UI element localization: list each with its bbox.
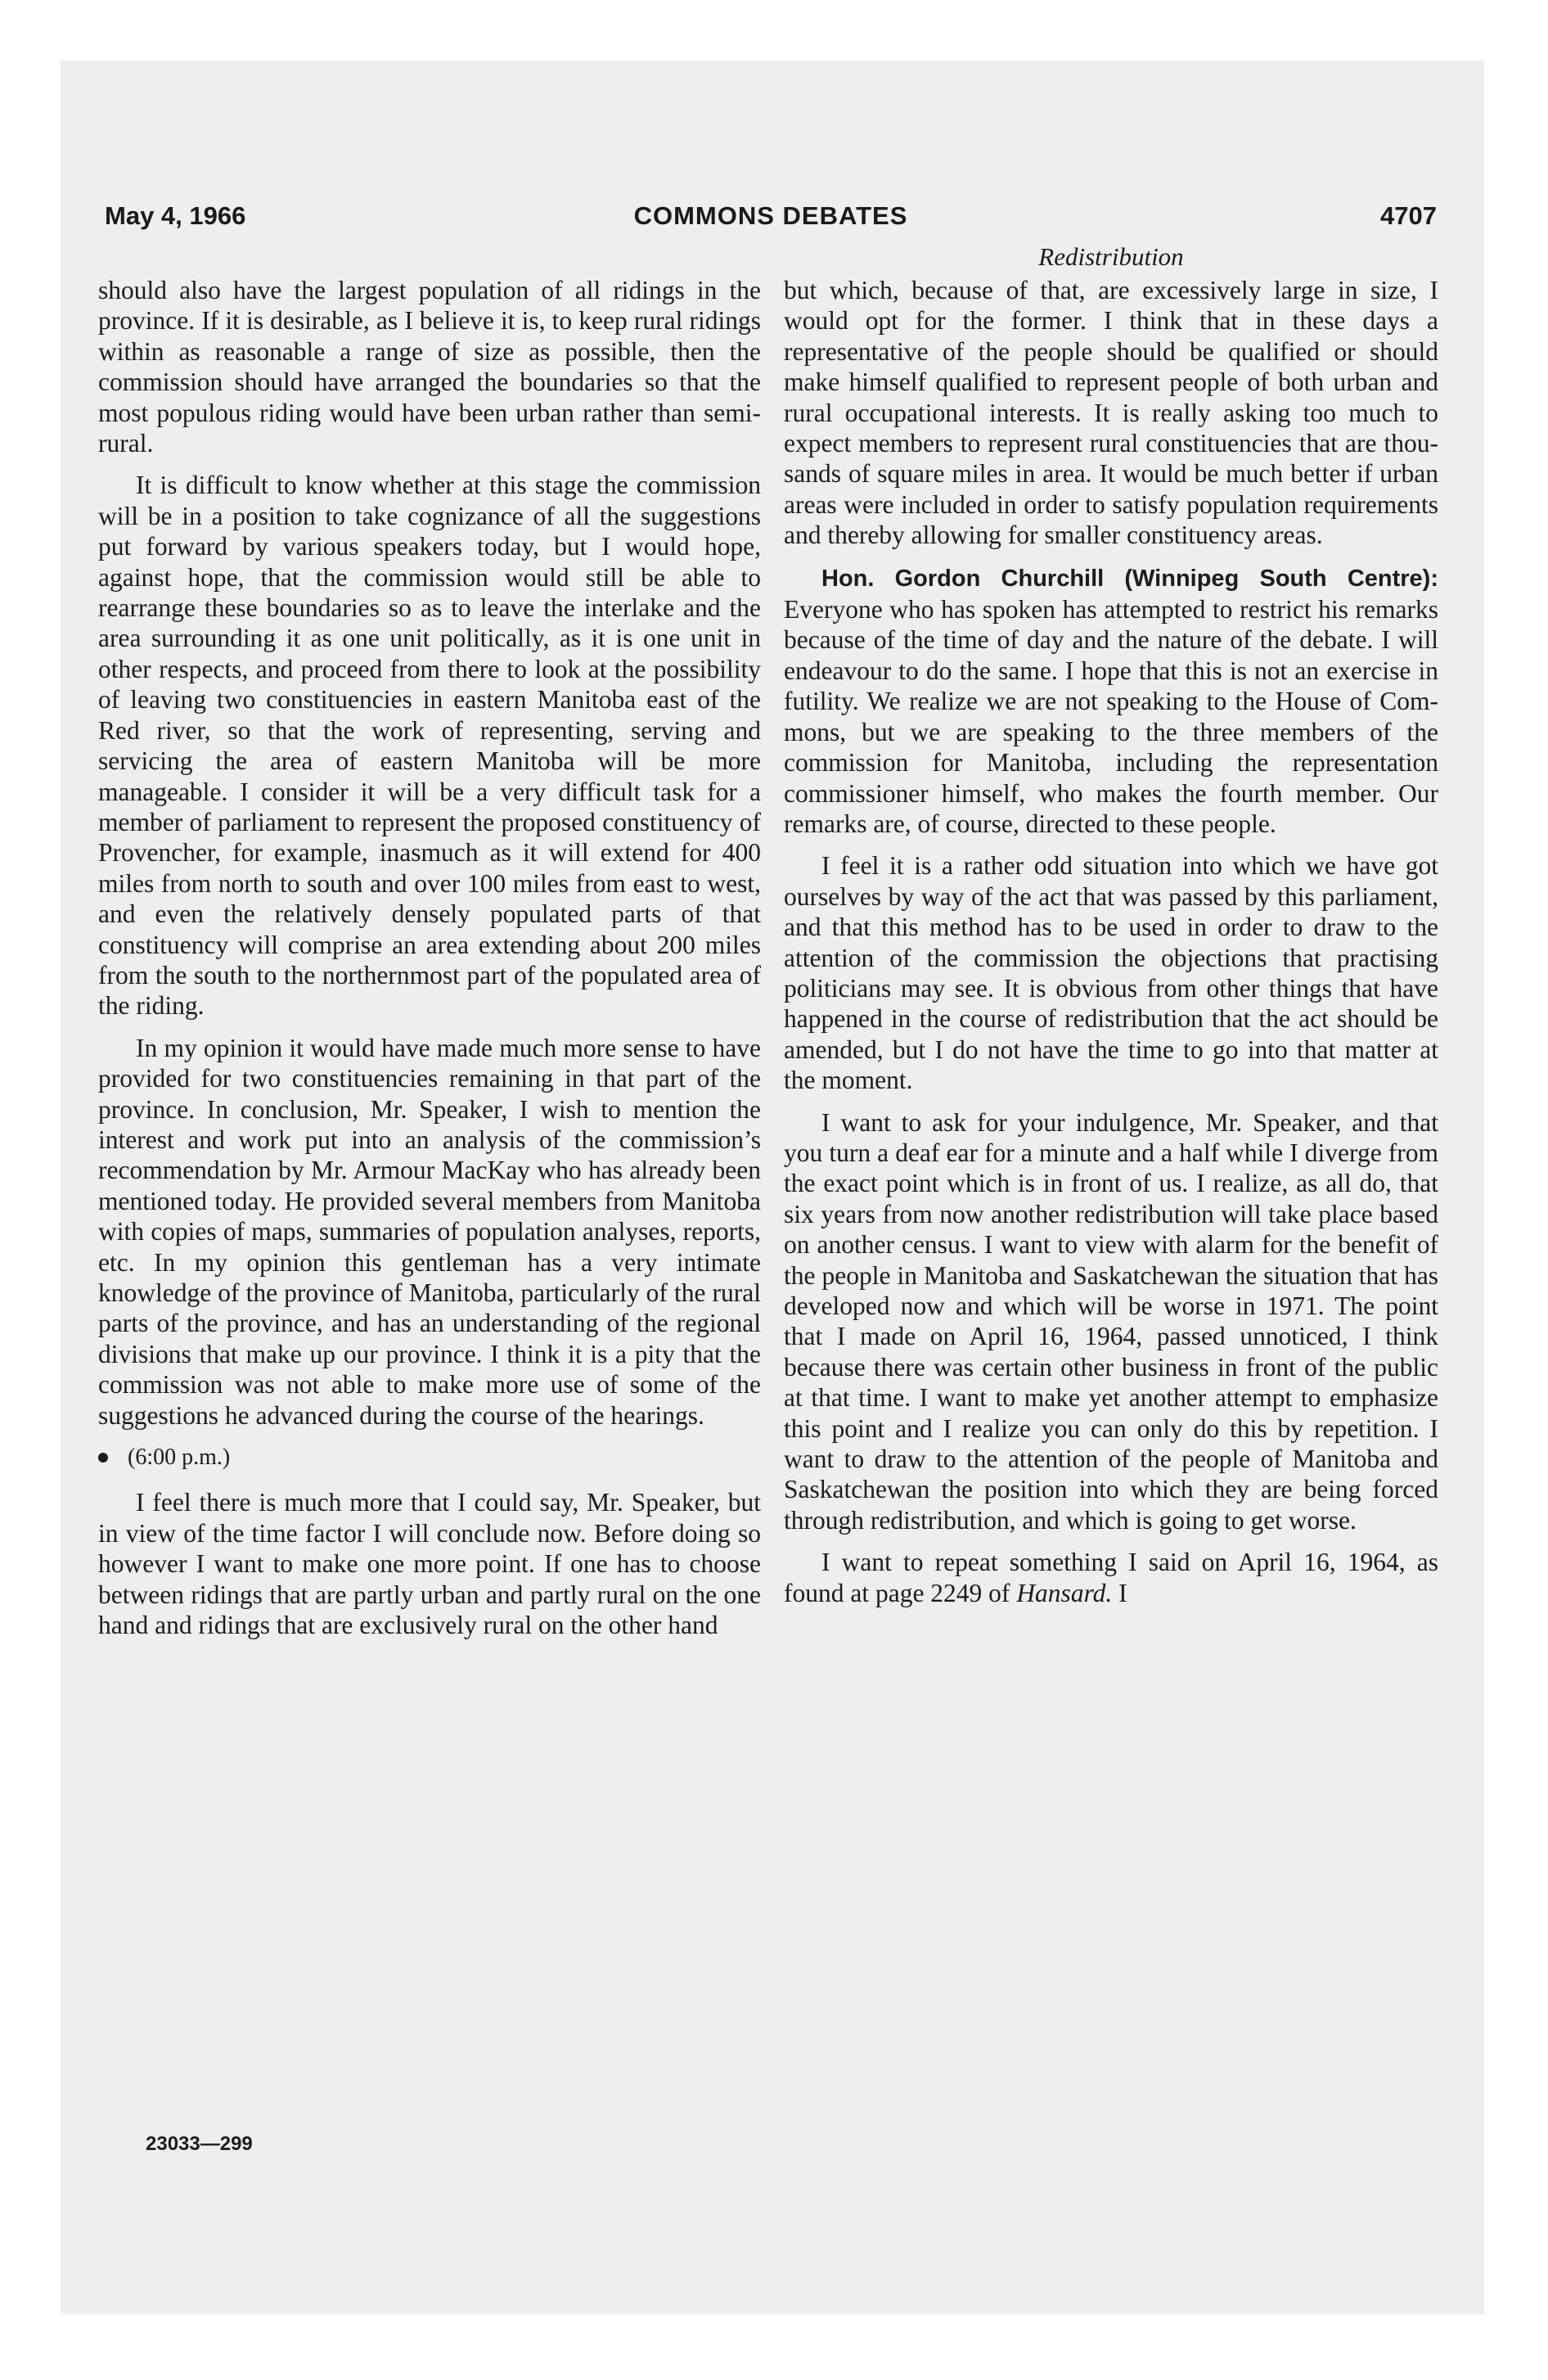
page-header bbox=[105, 201, 1437, 242]
right-paragraph-2-text: Everyone who has spoken has attempted to restrict his remarks because of the time of day and the nature of the debate. I will endeavour to do the same. I hope that this is not an exercise in futility. We realize we are not speaking to the House of Commons, but we are speaking to the three members of the commission for Manitoba, including the representation commissioner himself, who makes the fourth member. Our remarks are, of course, directed to these people. bbox=[784, 595, 1438, 838]
left-paragraph-2: It is difficult to know whether at this stage the commission will be in a position to take cognizance of all the suggestions put forward by various speakers today, but I would hope, against hope, that the commission would still be able to rearrange these boundaries so as to leave the interlake and the area surrounding it as one unit politically, as it is one unit in other respects, and proceed from there to look at the possibility of leaving two constituencies in eastern Manitoba east of the Red river, so that the work of representing, serving and servicing the area of eastern Manitoba will be more manageable. I consider it will be a very difficult task for a member of parliament to represent the proposed constituency of Provencher, for example, inasmuch as it will extend for 400 miles from north to south and over 100 miles from east to west, and even the relatively densely populated parts of that constituency will comprise an area extending about 200 miles from the south to the northernmost part of the populated area of the riding. bbox=[98, 471, 761, 1021]
header-title: COMMONS DEBATES bbox=[633, 201, 908, 230]
header-date: May 4, 1966 bbox=[105, 201, 246, 230]
header-page-number: 4707 bbox=[1380, 201, 1437, 230]
timestamp-text: (6:00 p.m.) bbox=[128, 1445, 231, 1471]
left-paragraph-3: In my opinion it would have made much more sense to have provided for two constituencies remaining in that part of the province. In conclusion, Mr. Speaker, I wish to mention the interest and work put into an analysis of the commission’s recommendation by Mr. Armour MacKay who has already been mentioned today. He provided several members from Manitoba with copies of maps, summaries of population analyses, reports, etc. In my opinion this gentleman has a very intimate knowledge of the province of Manitoba, particularly of the rural parts of the province, and has an understanding of the regional divisions that make up our province. I think it is a pity that the commission was not able to make more use of some of the suggestions he advanced during the course of the hearings. bbox=[98, 1033, 761, 1430]
right-paragraph-5 bbox=[784, 1547, 1438, 1608]
right-paragraph-5-start: I want to repeat something I said on April 16, 1964, as found at page 2249 of bbox=[784, 1548, 1438, 1607]
left-paragraph-1: should also have the largest population of all ridings in the province. If it is desirable, as I believe it is, to keep rural ridings within as reasonable a range of size as possible, then the commission should have arranged the boundaries so that the most populous riding would have been urban rather than semi-rural. bbox=[98, 276, 761, 458]
section-subtitle: Redistribution bbox=[1038, 242, 1184, 271]
right-paragraph-5-end: I bbox=[1118, 1578, 1127, 1607]
right-paragraph-1: but which, because of that, are excessively large in size, I would opt for the former. I think that in these days a representative of the people should be qualified or should make himself qualified to represent people of both urban and rural occupational interests. It is really asking too much to expect members to represent rural constituencies that are thousands of square miles in area. It would be much better if urban areas were included in order to satisfy population requirements and thereby allowing for smaller constituency areas. bbox=[784, 276, 1438, 550]
timestamp-marker bbox=[98, 1442, 761, 1472]
left-paragraph-4: I feel there is much more that I could say, Mr. Speaker, but in view of the time factor I will conclude now. Before doing so however I want to make one more point. If one has to choose between ridings that are partly urban and partly rural on the one hand and ridings that are exclusively rural on the other hand bbox=[98, 1488, 761, 1640]
left-column bbox=[98, 275, 761, 1652]
footer-code: 23033—299 bbox=[146, 2133, 253, 2155]
right-paragraph-2 bbox=[784, 562, 1438, 840]
right-paragraph-4: I want to ask for your indulgence, Mr. Speaker, and that you turn a deaf ear for a minute and a half while I diverge from the exact point which is in front of us. I realize, as all do, that six years from now another redistribution will take place based on another census. I want to view with alarm for the benefit of the people in Manitoba and Saskatchewan the situation that has developed now and which will be worse in 1971. The point that I made on April 16, 1964, passed unnoticed, I think because there was certain other business in front of the public at that time. I want to make yet another attempt to emphasize this point and I realize you can only do this by repetition. I want to draw to the attention of the people of Manitoba and Saskatchewan the position into which they are being forced through redistribution, and which is going to get worse. bbox=[784, 1107, 1438, 1535]
bullet-icon bbox=[98, 1453, 108, 1463]
speaker-name: Hon. Gordon Churchill (Winnipeg South Centre): bbox=[821, 565, 1438, 592]
hansard-reference: Hansard. bbox=[1016, 1578, 1113, 1607]
right-column bbox=[784, 275, 1438, 1620]
right-paragraph-3: I feel it is a rather odd situation into which we have got ourselves by way of the act that was passed by this parliament, and that this method has to be used in order to draw to the attention of the commission the objections that practising politicians may see. It is obvious from other things that have happened in the course of redistribution that the act should be amended, but I do not have the time to go into that matter at the moment. bbox=[784, 851, 1438, 1095]
